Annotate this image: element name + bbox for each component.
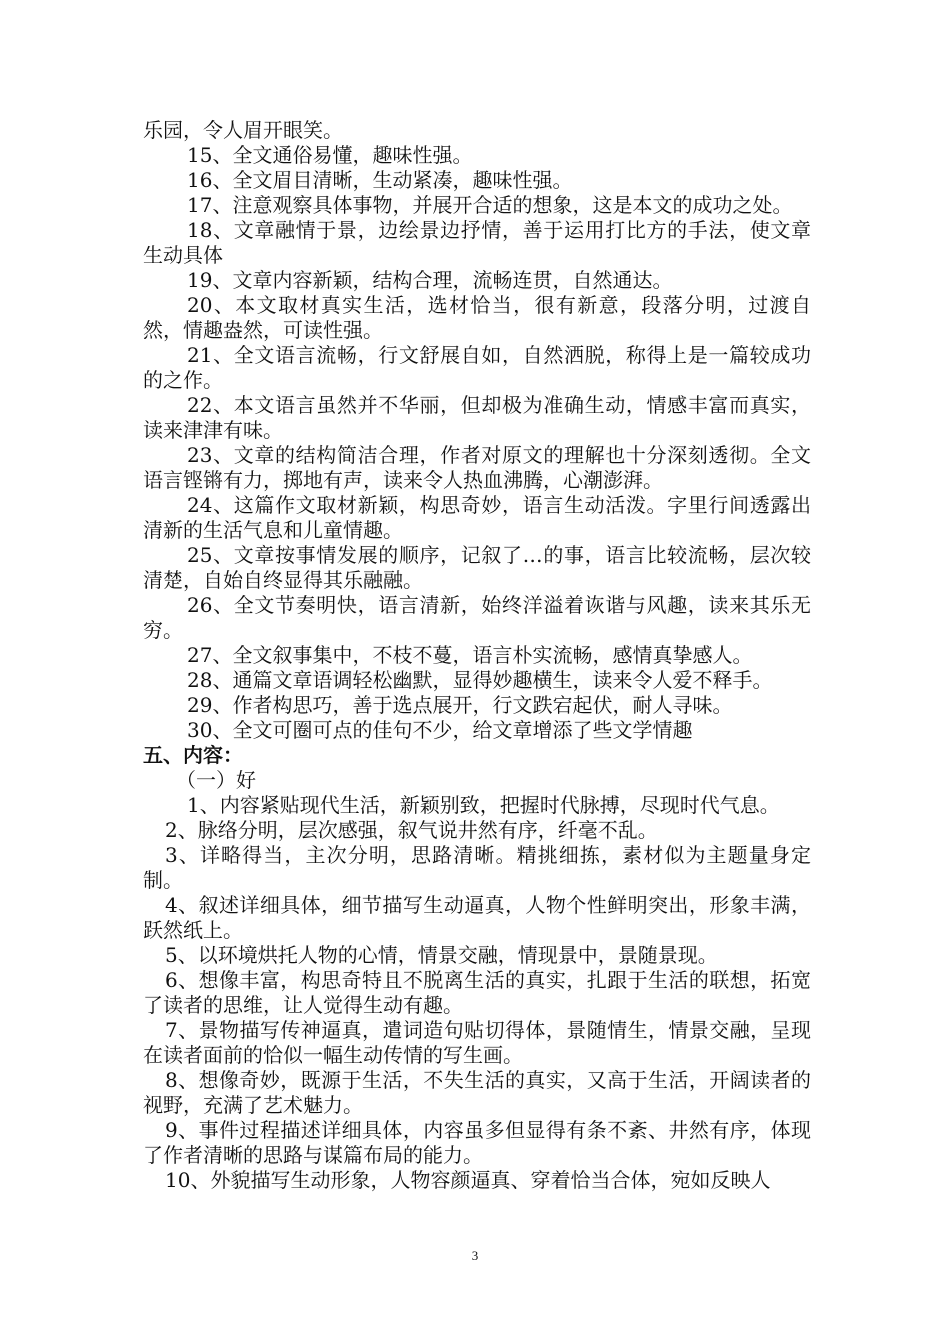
paragraph: 26、全文节奏明快，语言清新，始终洋溢着诙谐与风趣，读来其乐无穷。 <box>143 593 811 642</box>
paragraph: 28、通篇文章语调轻松幽默，显得妙趣横生，读来令人爱不释手。 <box>187 668 773 692</box>
list-item: 5、以环境烘托人物的心情，情景交融，情现景中，景随景现。 <box>165 943 718 967</box>
paragraph: 30、全文可圈可点的佳句不少，给文章增添了些文学情趣 <box>187 718 693 742</box>
list-item: 3、详略得当，主次分明，思路清晰。精挑细拣，素材似为主题量身定制。 <box>143 843 811 892</box>
list-item: 2、脉络分明，层次感强，叙气说井然有序，纤毫不乱。 <box>165 818 658 842</box>
paragraph: 20、本文取材真实生活，选材恰当，很有新意，段落分明，过渡自然，情趣盎然，可读性强。 <box>143 293 811 342</box>
list-item: 4、叙述详细具体，细节描写生动逼真，人物个性鲜明突出，形象丰满，跃然纸上。 <box>143 893 811 942</box>
paragraph: 23、文章的结构简洁合理，作者对原文的理解也十分深刻透彻。全文语言铿锵有力，掷地有声，读来令人热血沸腾，心潮澎湃。 <box>143 443 811 492</box>
paragraph: 27、全文叙事集中，不枝不蔓，语言朴实流畅，感情真挚感人。 <box>187 643 753 667</box>
section-heading: 五、内容： <box>143 743 243 767</box>
paragraph: 16、全文眉目清晰，生动紧凑，趣味性强。 <box>187 168 573 192</box>
list-item: 9、事件过程描述详细具体，内容虽多但显得有条不紊、井然有序，体现了作者清晰的思路与谋篇布局的能力。 <box>143 1118 811 1167</box>
subsection-heading: （一）好 <box>176 768 256 792</box>
list-item: 1、内容紧贴现代生活，新颖别致，把握时代脉搏，尽现时代气息。 <box>187 793 780 817</box>
list-item: 8、想像奇妙，既源于生活，不失生活的真实，又高于生活，开阔读者的视野，充满了艺术魅力。 <box>143 1068 811 1117</box>
paragraph: 18、文章融情于景，边绘景边抒情，善于运用打比方的手法，使文章生动具体 <box>143 218 811 267</box>
paragraph: 29、作者构思巧，善于选点展开，行文跌宕起伏，耐人寻味。 <box>187 693 733 717</box>
paragraph: 乐园，令人眉开眼笑。 <box>143 118 343 142</box>
paragraph: 21、全文语言流畅，行文舒展自如，自然洒脱，称得上是一篇较成功的之作。 <box>143 343 811 392</box>
page-number: 3 <box>471 1248 479 1263</box>
paragraph: 22、本文语言虽然并不华丽，但却极为准确生动，情感丰富而真实，读来津津有味。 <box>143 393 811 442</box>
list-item: 10、外貌描写生动形象，人物容颜逼真、穿着恰当合体，宛如反映人 <box>165 1168 771 1192</box>
paragraph: 19、文章内容新颖，结构合理，流畅连贯，自然通达。 <box>187 268 673 292</box>
paragraph: 24、这篇作文取材新颖，构思奇妙，语言生动活泼。字里行间透露出清新的生活气息和儿童情趣。 <box>143 493 811 542</box>
paragraph: 25、文章按事情发展的顺序，记叙了…的事，语言比较流畅，层次较清楚，自始自终显得其乐融融。 <box>143 543 811 592</box>
document-body <box>143 118 811 1193</box>
paragraph: 17、注意观察具体事物，并展开合适的想象，这是本文的成功之处。 <box>187 193 793 217</box>
list-item: 6、想像丰富，构思奇特且不脱离生活的真实，扎跟于生活的联想，拓宽了读者的思维，让人觉得生动有趣。 <box>143 968 811 1017</box>
list-item: 7、景物描写传神逼真，遣词造句贴切得体，景随情生，情景交融，呈现在读者面前的恰似一幅生动传情的写生画。 <box>143 1018 811 1067</box>
paragraph: 15、全文通俗易懂，趣味性强。 <box>187 143 473 167</box>
